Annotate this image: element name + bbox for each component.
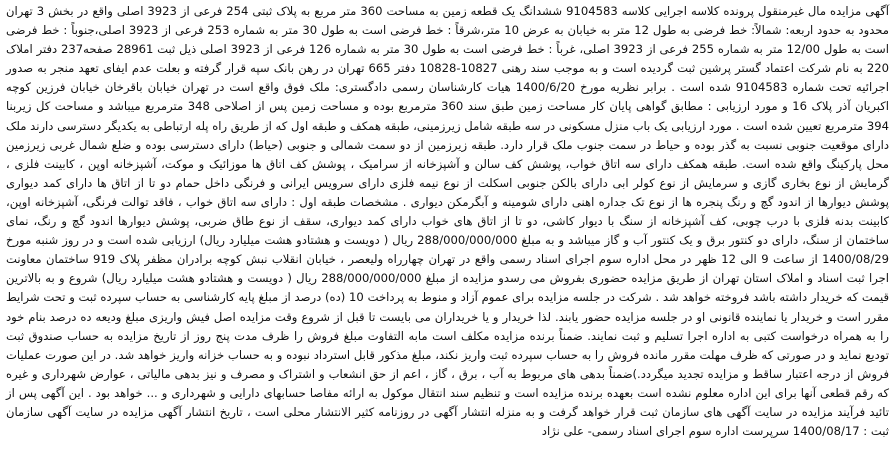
notice-body: آگهی مزایده مال غیرمنقول پرونده کلاسه اجرایی کلاسه 9104583 ششدانگ یک قطعه زمین به مساحت 360 متر مربع به پلاک ثبتی 254 فرعی از 3923 اصلی واقع در بخش 3 تهران محدود به حدود اربعه: شمالاً: خط فرضی به طول 12 متر به خیابان به عرض 10 متر،شرقاً : خط فرضی است به طول 30 متر به شماره 253 فرعی از 3923 اصلی،جنوباً : خط فرضی است به طول 12/00 متر به شماره 255 فرعی از 3923 اصلی، غرباً : خط فرضی است به طول 30 متر به شماره 126 فرعی از 3923 اصلی ذیل ثبت 28961 صفحه237 دفتر املاک 220 به نام شرکت اعتماد گستر پرشین ثبت گردیده است و به موجب سند رهنی 10827-10828 دفتر 665 تهران در رهن بانک سپه قرار گرفته و بعلت عدم ایفای تعهد منجر به صدور اجرائیه تحت شماره 9104583 شده است . برابر نظریه مورخ 1400/6/20 هیات کارشناسان رسمی دادگستری: ملک فوق واقع است در تهران خیابان باقرخان خیابان فرزین کوچه اکبریان آذر پلاک 16 و مورد ارزیابی : مطابق گواهی پایان کار مساحت زمین طبق سند 360 مترمربع بوده و مساحت زمین پس از اصلاحی 348 مترمربع میباشد و مساحت کل زیربنا 394 مترمربع تعیین شده است . مورد ارزیابی یک باب منزل مسکونی در سه طبقه شامل زیرزمینی، طبقه همکف و طبقه اول که از طریق راه پله ارتباطی به یکدیگر دسترسی دارند ملک دارای موقعیت جنوبی نسبت به گذر بوده و حیاط در سمت جنوب ملک قرار دارد. طبقه زیرزمین از دو سمت شمالی و جنوبی (حیاط) دارای دسترسی بوده و ضلع شمال غربی زیرزمین محل پارکینگ واقع شده است. طبقه همکف دارای سه اتاق خواب، پوشش کف سالن و آشپزخانه از سرامیک ، پوشش کف اتاق ها موزائیک و موکت، آشپزخانه اوپن ، کابینت فلزی ، گرمایش از نوع بخاری گازی و سرمایش از نوع کولر ابی دارای بالکن جنوبی اسکلت از نوع نیمه فلزی دارای سرویس ایرانی و فرنگی داخل حمام دو تا از اتاق ها دارای کمد دیواری پوشش دیوارها از اندود گچ و رنگ پنجره ها از نوع تک جداره اهنی دارای شومینه و آبگرمکن دیواری . مشخصات طبقه اول : دارای سه اتاق خواب ، فاقد توالت فرنگی، آشپزخانه اوپن، کابینت بدنه فلزی با درب چوبی، کف آشپزخانه از سنگ با دیوار کاشی، دو تا از اتاق های خواب دارای کمد دیواری، سقف از نوع طاق ضربی، پوشش دیوارها اندود گچ و رنگ، نمای ساختمان از سنگ، دارای دو کنتور برق و یک کنتور آب و گاز میباشد و به مبلغ 288/000/000/000 ریال ( دویست و هشتادو هشت میلیارد ریال) ارزیابی شده است و در روز شنبه مورخ 1400/08/29 از ساعت 9 الی 12 ظهر در محل اداره سوم اجرای اسناد رسمی واقع در تهران چهارراه ولیعصر ، خیابان انقلاب نبش کوچه برادران مظفر پلاک 919 ساختمان معاونت اجرا ثبت اسناد و املاک استان تهران از طریق مزایده حضوری بفروش می رسدو مزایده از مبلغ 288/000/000/000 ریال ( دویست و هشتادو هشت میلیارد ریال) شروع و به بالاترین قیمت که خریدار داشته باشد فروخته خواهد شد . شرکت در جلسه مزایده برای عموم آزاد و منوط به پرداخت 10 (ده) درصد از مبلغ پایه کارشناسی به حساب سپرده ثبت و تحت شرایط مقرر است و خریدار یا نماینده قانونی او در جلسه مزایده حضور یابند. لذا خریدار و یا خریداران می بایست تا قبل از شروع وقت مزایده اصل فیش واریزی مبلغ ودیعه ده درصد بنام خود را به همراه درخواست کتبی به اداره اجرا تسلیم و ثبت نمایند. ضمناً برنده مزایده مکلف است مابه التفاوت مبلغ فروش را ظرف مدت پنج روز از تاریخ مزایده به حساب صندوق ثبت تودیع نماید و در صورتی که ظرف مهلت مقرر مانده فروش را به حساب سپرده ثبت واریز نکند، مبلغ مذکور قابل استرداد نبوده و به حساب خزانه واریز خواهد شد. در این صورت عملیات فروش از درجه اعتبار ساقط و مزایده تجدید میگردد.)ضمناً بدهی های مربوط به آب ، برق ، گاز ، اعم از حق انشعاب و اشتراک و مصرف و نیز بدهی مالیاتی ، عوارض شهرداری و غیره که رقم قطعی آنها برای این اداره معلوم نشده است بعهده برنده مزایده است و تنظیم سند انتقال موکول به ارائه مفاصا حسابهای دارایی و شهرداری و ... خواهد بود . این آگهی پس از تائید فرآیند مزایده در سایت آگهی های سازمان ثبت قرار خواهد گرفت و به منزله انتشار آگهی در روزنامه کثیر الانتشار محلی است ، تاریخ انتشار آگهی مزایده در سایت آگهی سازمان ثبت : 1400/08/17 سرپرست اداره سوم اجرای اسناد رسمی- علی نژاد (6, 4, 890, 439)
